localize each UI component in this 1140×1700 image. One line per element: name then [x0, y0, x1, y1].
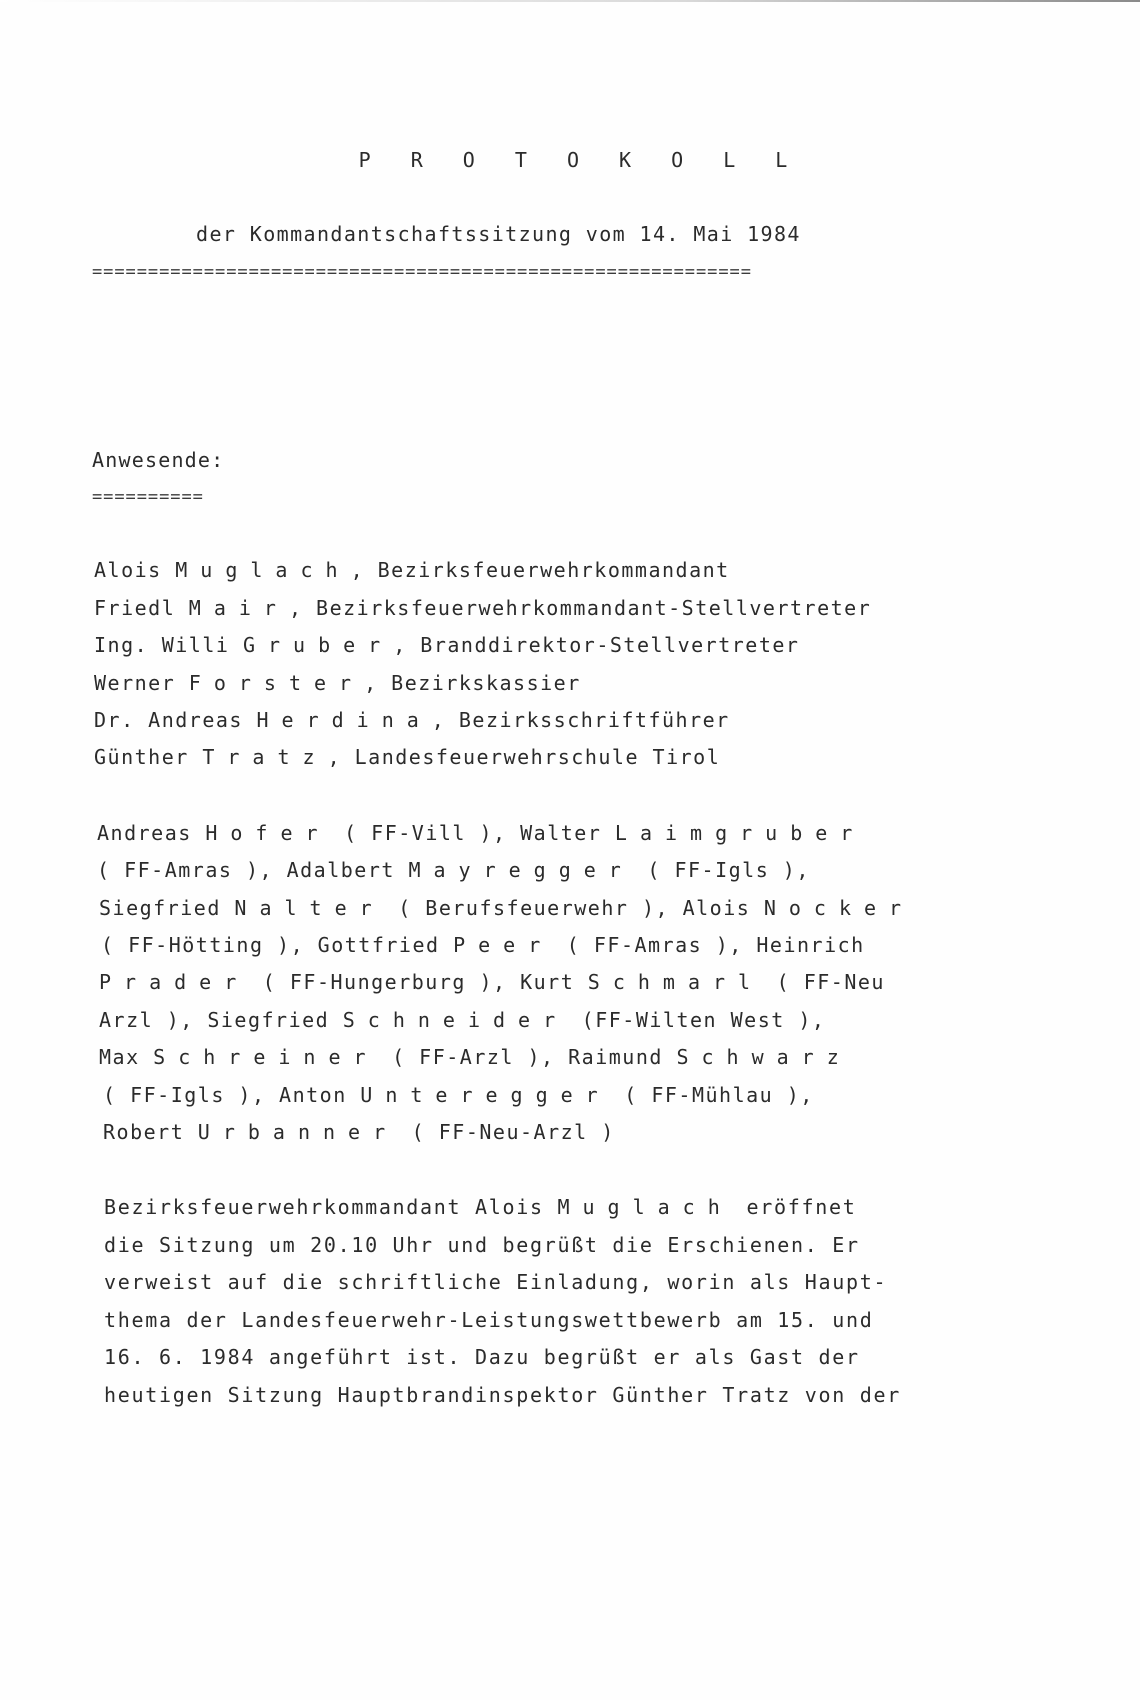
- spaced-surname: Herdina: [256, 708, 432, 732]
- paragraph-line: 16. 6. 1984 angeführt ist. Dazu begrüßt er als Gast der: [104, 1345, 860, 1369]
- attendees-underline: ==========: [92, 487, 204, 507]
- commanders-line: ( FF-Amras ), Adalbert Mayregger ( FF-Igls ),: [97, 858, 810, 882]
- spaced-surname: Mair: [188, 596, 289, 620]
- commanders-line: Siegfried Nalter ( Berufsfeuerwehr ), Alois Nocker: [99, 896, 915, 920]
- commanders-line: ( FF-Hötting ), Gottfried Peer ( FF-Amras ), Heinrich: [101, 933, 865, 957]
- official-line: Ing. Willi Gruber, Branddirektor-Stellvertreter: [94, 633, 800, 657]
- commanders-line: Robert Urbanner ( FF-Neu-Arzl ): [103, 1120, 615, 1144]
- document-title: P R O T O K O L L: [358, 148, 802, 172]
- title-underline: ===========================================================: [92, 262, 752, 282]
- paragraph-line: heutigen Sitzung Hauptbrandinspektor Günther Tratz von der: [104, 1383, 901, 1407]
- commanders-line: Andreas Hofer ( FF-Vill ), Walter Laimgruber: [97, 821, 866, 845]
- official-line: Alois Muglach, Bezirksfeuerwehrkommandant: [94, 558, 730, 582]
- attendees-heading: Anwesende:: [92, 448, 225, 472]
- official-line: Werner Forster, Bezirkskassier: [94, 671, 581, 695]
- paragraph-line: verweist auf die schriftliche Einladung, worin als Haupt-: [104, 1270, 888, 1294]
- spaced-surname: Gruber: [242, 633, 394, 657]
- document-subtitle: der Kommandantschaftssitzung vom 14. Mai 1984: [196, 222, 801, 246]
- official-line: Dr. Andreas Herdina, Bezirksschriftführer: [94, 708, 730, 732]
- spaced-surname: Tratz: [202, 745, 328, 769]
- scan-edge: [0, 0, 1140, 2]
- commanders-line: Prader ( FF-Hungerburg ), Kurt Schmarl ( FF-Neu: [99, 970, 885, 994]
- commanders-line: Arzl ), Siegfried Schneider (FF-Wilten West ),: [99, 1008, 826, 1032]
- commanders-line: ( FF-Igls ), Anton Unteregger ( FF-Mühlau ),: [103, 1083, 814, 1107]
- spaced-surname: Forster: [188, 671, 365, 695]
- paragraph-line: thema der Landesfeuerwehr-Leistungswettbewerb am 15. und: [104, 1308, 874, 1332]
- official-line: Friedl Mair, Bezirksfeuerwehrkommandant-Stellvertreter: [94, 596, 872, 620]
- paragraph-line: Bezirksfeuerwehrkommandant Alois Muglach eröffnet: [104, 1195, 857, 1219]
- commanders-line: Max Schreiner ( FF-Arzl ), Raimund Schwarz: [99, 1045, 852, 1069]
- official-line: Günther Tratz, Landesfeuerwehrschule Tirol: [94, 745, 721, 769]
- paragraph-line: die Sitzung um 20.10 Uhr und begrüßt die Erschienen. Er: [104, 1233, 860, 1257]
- spaced-surname: Muglach: [175, 558, 351, 582]
